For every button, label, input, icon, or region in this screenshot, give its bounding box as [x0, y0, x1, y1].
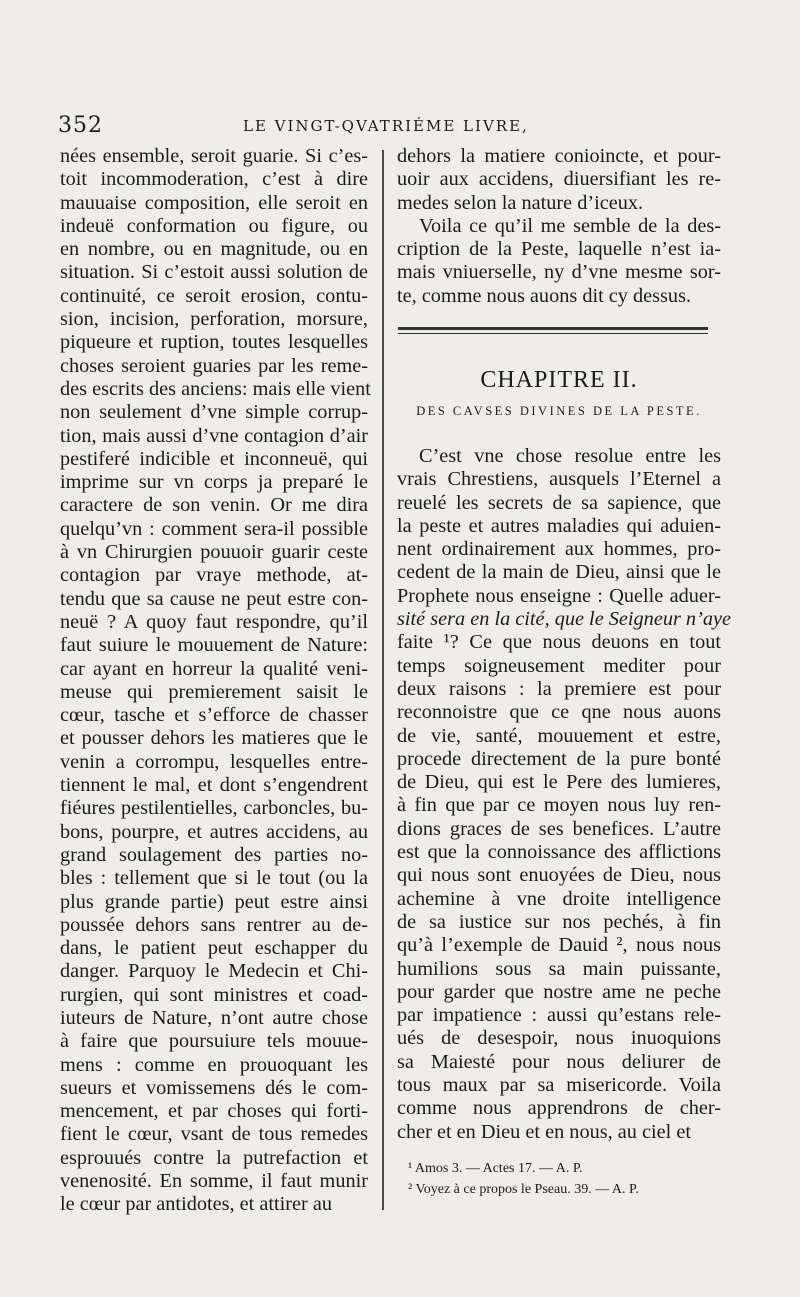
text-line: esprouués contre la putrefaction et — [60, 1146, 368, 1169]
text-line: qu’à l’exemple de Dauid ², nous nous — [397, 934, 721, 957]
text-line: piqueure et ruption, toutes lesquelles — [60, 331, 368, 354]
text-line: dehors la matiere conioincte, et pour- — [397, 145, 721, 167]
text-line: te, comme nous auons dit cy dessus. — [397, 284, 692, 307]
text-line: vrais Chrestiens, ausquels l’Eternel a — [397, 468, 721, 491]
text-line: car ayant en horreur la qualité veni- — [60, 657, 368, 680]
text-line: contagion par vraye methode, at- — [60, 564, 368, 587]
text-line: nent ordinairement aux hommes, pro- — [397, 538, 721, 561]
text-line: bles : tellement que si le tout (ou la — [60, 867, 368, 890]
text-line: cœur, tasche et s’efforce de chasser — [60, 704, 368, 727]
text-line: tion, mais aussi d’vne contagion d’air — [60, 424, 368, 447]
right-column-body — [397, 445, 731, 1144]
page-header — [58, 113, 738, 147]
text-line: venenosité. En somme, il faut munir — [60, 1170, 368, 1193]
text-line: mais vniuerselle, ny d’vne mesme sor- — [397, 261, 721, 284]
text-line: sueurs et vomissemens dés le com- — [60, 1076, 368, 1099]
text-line: plus grande partie) peut estre ainsi — [60, 890, 368, 913]
text-line: la peste et autres maladies qui aduien- — [397, 514, 721, 537]
text-line: à fin que par ce moyen nous luy ren- — [397, 794, 721, 817]
text-line: cription de la Peste, laquelle n’est ia- — [397, 238, 721, 261]
text-line: deux raisons : la premiere est pour — [397, 677, 721, 700]
right-column-top — [397, 145, 721, 308]
text-line: est que la connoissance des afflictions — [397, 841, 721, 864]
text-line: dans, le patient peut eschapper du — [60, 937, 368, 960]
page-number: 352 — [58, 113, 103, 138]
text-line: tous maux par sa misericorde. Voila — [397, 1074, 721, 1097]
footnote: ² Voyez à ce propos le Pseau. 39. — A. P. — [408, 1182, 639, 1197]
text-line: Prophete nous enseigne : Quelle aduer- — [397, 584, 721, 607]
chapter-title: CHAPITRE II. — [480, 367, 638, 393]
text-line: de Dieu, qui est le Pere des lumieres, — [397, 771, 721, 794]
text-line: qui nous sont enuoyées de Dieu, nous — [397, 864, 721, 887]
text-line: par impatience : aussi qu’estans rele- — [397, 1004, 721, 1027]
text-line: imprime sur vn corps ja preparé le — [60, 471, 368, 494]
text-line: rurgien, qui sont ministres et coad- — [60, 983, 368, 1006]
text-line: poussée dehors sans rentrer au de- — [60, 913, 368, 936]
text-line: non seulement d’vne simple corrup- — [60, 401, 368, 424]
text-line: de sa iustice sur nos pechés, à fin — [397, 910, 721, 933]
text-line: comme nous apprendrons de cher- — [397, 1097, 721, 1120]
left-column — [60, 145, 371, 1217]
text-line: faut suiure le mouuement de Nature: — [60, 634, 368, 657]
text-line: choses seroient guaries par les reme- — [60, 354, 368, 377]
chapter-subtitle: DES CAVSES DIVINES DE LA PESTE. — [416, 404, 702, 418]
text-line: sa Maiesté pour nous deliurer de — [397, 1050, 721, 1073]
text-line: fient le cœur, vsant de tous remedes — [60, 1123, 368, 1146]
text-line: C’est vne chose resolue entre les — [419, 445, 721, 467]
text-line: humilions sous sa main puissante, — [397, 957, 721, 980]
text-line: meuse qui premierement saisit le — [60, 680, 368, 703]
text-line: bons, pourpre, et autres accidens, au — [60, 820, 368, 843]
text-line: à faire que poursuiure tels mouue- — [60, 1030, 368, 1053]
text-line: de vie, santé, mouuement et estre, — [397, 724, 721, 747]
text-line: quelqu’vn : comment sera-il possible — [60, 517, 368, 540]
text-line: et pousser dehors les matieres que le — [60, 727, 368, 750]
text-line: indeuë conformation ou figure, ou — [60, 214, 368, 237]
text-line: achemine à vne droite intelligence — [397, 887, 721, 910]
text-line: pestiferé indicible et inconneuë, qui — [60, 447, 368, 470]
text-line: caractere de son venin. Or me dira — [60, 494, 368, 517]
text-line: danger. Parquoy le Medecin et Chi- — [60, 960, 368, 983]
footnote: ¹ Amos 3. — Actes 17. — A. P. — [408, 1161, 583, 1176]
section-rule-thin — [398, 333, 708, 334]
text-line: fiéures pestilentielles, carboncles, bu- — [60, 797, 368, 820]
text-line: medes selon la nature d’iceux. — [397, 191, 644, 214]
text-line: temps soigneusement mediter pour — [397, 654, 721, 677]
text-line: iuteurs de Nature, n’ont autre chose — [60, 1006, 368, 1029]
text-line: mauuaise composition, elle seroit en — [60, 191, 368, 214]
text-line: en nombre, ou en magnitude, ou en — [60, 238, 368, 261]
text-line: sion, incision, perforation, morsure, — [60, 308, 368, 331]
running-head: LE VINGT-QVATRIÉME LIVRE, — [243, 117, 529, 135]
text-line: uoir aux accidens, diuersifiant les re- — [397, 168, 721, 191]
text-line: tendu que sa cause ne peut estre con- — [60, 587, 368, 610]
text-line: situation. Si c’estoit aussi solution de — [60, 261, 368, 284]
text-line: reuelé les secrets de sa sapience, que — [397, 491, 721, 514]
text-line: à vn Chirurgien pouuoir guarir ceste — [60, 541, 368, 564]
text-line: tiennent le mal, et dont s’engendrent — [60, 774, 368, 797]
text-line: mens : comme en prouoquant les — [60, 1053, 368, 1076]
text-line: nées ensemble, seroit guarie. Si c’es- — [60, 145, 368, 167]
text-line: venin a corrompu, lesquelles entre- — [60, 750, 368, 773]
text-line: procede directement de la pure bonté — [397, 747, 721, 770]
text-line: toit incommoderation, c’est à dire — [60, 168, 368, 191]
text-line: continuité, ce seroit erosion, contu- — [60, 284, 368, 307]
text-line: cher et en Dieu et en nous, au ciel et — [397, 1120, 691, 1143]
section-rule-thick — [398, 327, 708, 330]
text-line: dions graces de ses benefices. L’autre — [397, 817, 721, 840]
text-line: ués de desespoir, nous inuoquions — [397, 1027, 721, 1050]
text-line: des escrits des anciens: mais elle vient — [60, 377, 371, 400]
text-line: reconnoistre que ce qne nous auons — [397, 701, 721, 724]
text-line: le cœur par antidotes, et attirer au — [60, 1193, 332, 1216]
text-line: sité sera en la cité, que le Seigneur n’aye — [397, 608, 731, 631]
text-line: pour garder que nostre ame ne peche — [397, 980, 721, 1003]
column-divider — [382, 150, 384, 1210]
text-line: neuë ? A quoy faut respondre, qu’il — [60, 610, 368, 633]
text-line: Voila ce qu’il me semble de la des- — [419, 214, 721, 237]
footnotes — [408, 1158, 724, 1200]
text-line: faite ¹? Ce que nous deuons en tout — [397, 631, 721, 654]
text-line: grand soulagement des parties no- — [60, 843, 368, 866]
text-line: cedent de la main de Dieu, ainsi que le — [397, 561, 721, 584]
text-line: mencement, et par choses qui forti- — [60, 1100, 368, 1123]
